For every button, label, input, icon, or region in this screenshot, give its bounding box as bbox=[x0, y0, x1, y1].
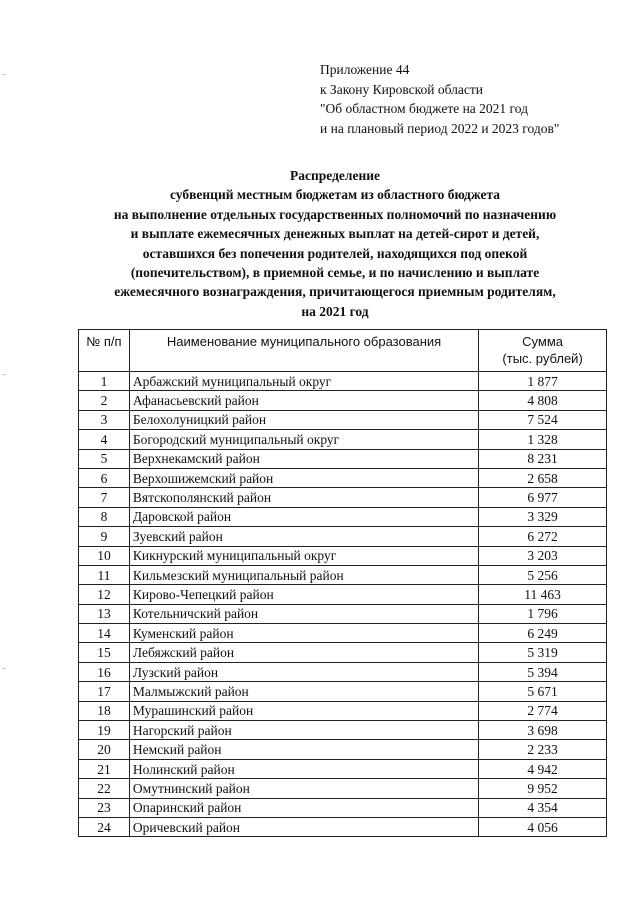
municipality-name: Омутнинский район bbox=[129, 779, 478, 798]
municipality-name: Оричевский район bbox=[129, 817, 478, 836]
municipality-name: Богородский муниципальный округ bbox=[129, 430, 478, 449]
municipality-name: Белохолуницкий район bbox=[129, 410, 478, 429]
row-amount: 6 249 bbox=[479, 624, 607, 643]
table-row bbox=[79, 779, 607, 798]
municipality-name: Кильмезский муниципальный район bbox=[129, 565, 478, 584]
table-header-row bbox=[79, 330, 607, 372]
table-row bbox=[79, 662, 607, 681]
row-number: 6 bbox=[79, 468, 130, 487]
row-amount: 11 463 bbox=[479, 585, 607, 604]
row-amount: 3 203 bbox=[479, 546, 607, 565]
title-line: Распределение bbox=[289, 168, 381, 183]
row-number: 24 bbox=[79, 817, 130, 836]
table-row bbox=[79, 701, 607, 720]
table-row bbox=[79, 798, 607, 817]
appendix-line: к Закону Кировской области bbox=[320, 81, 484, 97]
row-amount: 8 231 bbox=[479, 449, 607, 468]
row-number: 15 bbox=[79, 643, 130, 662]
title-line: субвенций местным бюджетам из областного бюджета bbox=[169, 187, 501, 203]
table-row bbox=[79, 468, 607, 487]
municipality-name: Лебяжский район bbox=[129, 643, 478, 662]
municipality-name: Малмыжский район bbox=[129, 682, 478, 701]
row-amount: 2 658 bbox=[479, 468, 607, 487]
table-row bbox=[79, 488, 607, 507]
row-number: 1 bbox=[79, 372, 130, 391]
title-line: на выполнение отдельных государственных полномочий по назначению bbox=[113, 206, 557, 222]
row-number: 13 bbox=[79, 604, 130, 623]
scan-mark bbox=[3, 374, 6, 375]
row-number: 2 bbox=[79, 391, 130, 410]
table-row bbox=[79, 624, 607, 643]
table-row bbox=[79, 565, 607, 584]
table-row bbox=[79, 546, 607, 565]
row-amount: 9 952 bbox=[479, 779, 607, 798]
row-amount: 1 877 bbox=[479, 372, 607, 391]
row-number: 17 bbox=[79, 682, 130, 701]
municipality-name: Верхошижемский район bbox=[129, 468, 478, 487]
table-row bbox=[79, 391, 607, 410]
row-amount: 4 056 bbox=[479, 817, 607, 836]
municipality-name: Афанасьевский район bbox=[129, 391, 478, 410]
row-amount: 2 233 bbox=[479, 740, 607, 759]
row-amount: 2 774 bbox=[479, 701, 607, 720]
row-amount: 5 671 bbox=[479, 682, 607, 701]
row-number: 20 bbox=[79, 740, 130, 759]
header-num: № п/п bbox=[79, 330, 130, 372]
row-number: 9 bbox=[79, 527, 130, 546]
table-row bbox=[79, 643, 607, 662]
row-amount: 6 272 bbox=[479, 527, 607, 546]
distribution-table bbox=[78, 329, 607, 837]
title-line: на 2021 год bbox=[301, 303, 369, 319]
header-sum-line2: (тыс. рублей) bbox=[502, 351, 583, 366]
municipality-name: Опаринский район bbox=[129, 798, 478, 817]
table-row bbox=[79, 817, 607, 836]
row-amount: 5 256 bbox=[479, 565, 607, 584]
municipality-name: Верхнекамский район bbox=[129, 449, 478, 468]
row-number: 19 bbox=[79, 721, 130, 740]
row-amount: 3 329 bbox=[479, 507, 607, 526]
table-body bbox=[79, 372, 607, 837]
row-number: 5 bbox=[79, 449, 130, 468]
title-line: (попечительством), в приемной семье, и по начислению и выплате bbox=[130, 265, 540, 281]
municipality-name: Мурашинский район bbox=[129, 701, 478, 720]
row-number: 4 bbox=[79, 430, 130, 449]
row-number: 11 bbox=[79, 565, 130, 584]
municipality-name: Нагорский район bbox=[129, 721, 478, 740]
title-line: и выплате ежемесячных денежных выплат на детей-сирот и детей, bbox=[130, 226, 540, 242]
row-number: 23 bbox=[79, 798, 130, 817]
municipality-name: Даровской район bbox=[129, 507, 478, 526]
municipality-name: Куменский район bbox=[129, 624, 478, 643]
header-name: Наименование муниципального образования bbox=[129, 330, 478, 372]
row-amount: 5 319 bbox=[479, 643, 607, 662]
row-amount: 4 354 bbox=[479, 798, 607, 817]
table-row bbox=[79, 527, 607, 546]
appendix-line: Приложение 44 bbox=[320, 62, 410, 77]
table-row bbox=[79, 759, 607, 778]
row-amount: 5 394 bbox=[479, 662, 607, 681]
table-row bbox=[79, 604, 607, 623]
row-amount: 1 796 bbox=[479, 604, 607, 623]
table-row bbox=[79, 740, 607, 759]
municipality-name: Нолинский район bbox=[129, 759, 478, 778]
table-row bbox=[79, 430, 607, 449]
municipality-name: Зуевский район bbox=[129, 527, 478, 546]
table-row bbox=[79, 410, 607, 429]
municipality-name: Немский район bbox=[129, 740, 478, 759]
table-row bbox=[79, 372, 607, 391]
title-line: ежемесячного вознаграждения, причитающегося приемным родителям, bbox=[114, 284, 556, 300]
row-amount: 6 977 bbox=[479, 488, 607, 507]
table-row bbox=[79, 585, 607, 604]
table-row bbox=[79, 682, 607, 701]
municipality-name: Кирово-Чепецкий район bbox=[129, 585, 478, 604]
row-amount: 4 942 bbox=[479, 759, 607, 778]
row-number: 8 bbox=[79, 507, 130, 526]
row-amount: 3 698 bbox=[479, 721, 607, 740]
appendix-line: "Об областном бюджете на 2021 год bbox=[320, 101, 528, 116]
row-amount: 7 524 bbox=[479, 410, 607, 429]
header-sum-line1: Сумма bbox=[522, 334, 564, 349]
row-amount: 4 808 bbox=[479, 391, 607, 410]
row-number: 22 bbox=[79, 779, 130, 798]
row-number: 18 bbox=[79, 701, 130, 720]
appendix-block bbox=[320, 60, 559, 138]
municipality-name: Котельничский район bbox=[129, 604, 478, 623]
row-number: 10 bbox=[79, 546, 130, 565]
appendix-line: и на плановый период 2022 и 2023 годов" bbox=[320, 120, 560, 136]
scan-mark bbox=[3, 74, 6, 75]
row-number: 14 bbox=[79, 624, 130, 643]
table-row bbox=[79, 449, 607, 468]
municipality-name: Лузский район bbox=[129, 662, 478, 681]
document-title bbox=[60, 166, 610, 321]
table-row bbox=[79, 721, 607, 740]
row-number: 12 bbox=[79, 585, 130, 604]
title-line: оставшихся без попечения родителей, находящихся под опекой bbox=[142, 245, 528, 261]
row-number: 3 bbox=[79, 410, 130, 429]
scan-mark bbox=[3, 668, 6, 669]
municipality-name: Арбажский муниципальный округ bbox=[129, 372, 478, 391]
municipality-name: Вятскополянский район bbox=[129, 488, 478, 507]
header-sum bbox=[479, 330, 607, 372]
municipality-name: Кикнурский муниципальный округ bbox=[129, 546, 478, 565]
row-amount: 1 328 bbox=[479, 430, 607, 449]
table-row bbox=[79, 507, 607, 526]
row-number: 16 bbox=[79, 662, 130, 681]
row-number: 21 bbox=[79, 759, 130, 778]
row-number: 7 bbox=[79, 488, 130, 507]
